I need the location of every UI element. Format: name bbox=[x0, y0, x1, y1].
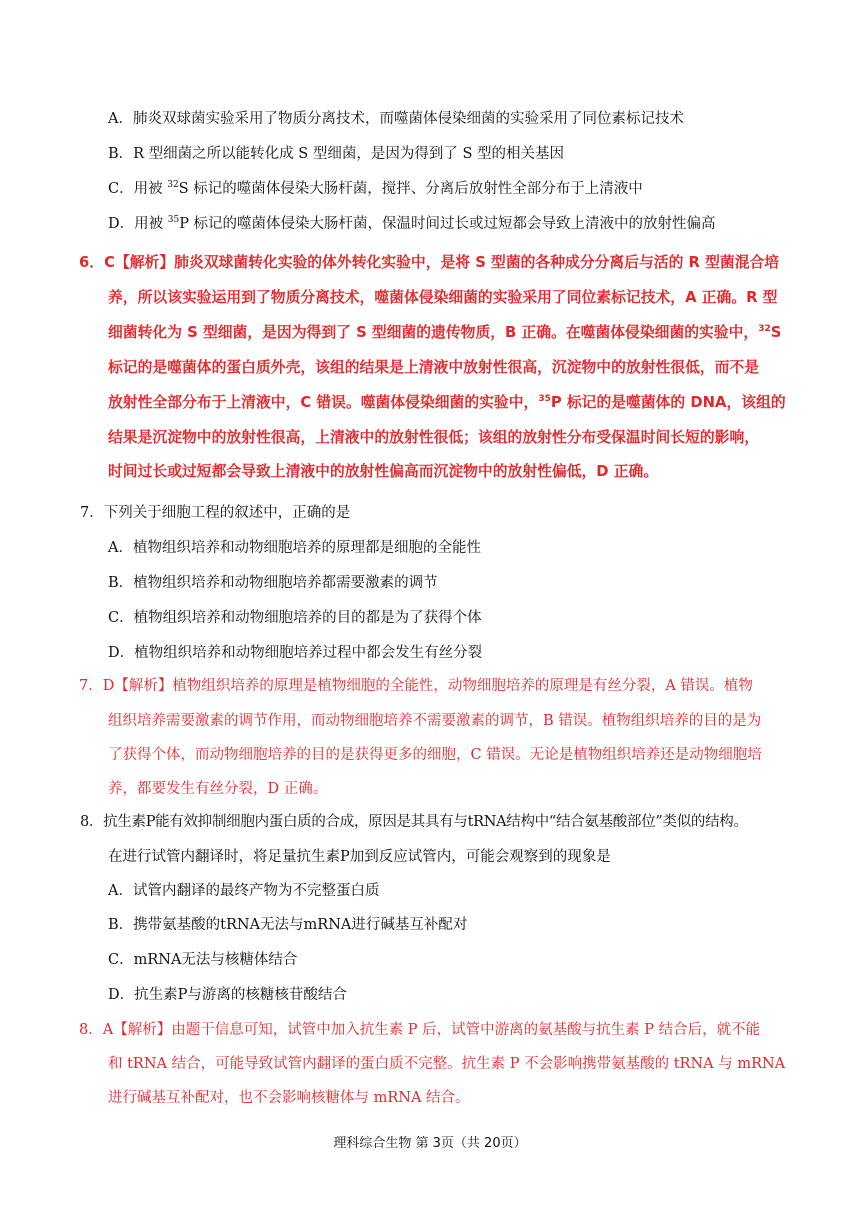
q7-option-c: C．植物组织培养和动物细胞培养的目的都是为了获得个体 bbox=[108, 610, 482, 626]
page-footer: 理科综合生物 第 3页（共 20页） bbox=[333, 1136, 527, 1151]
q7-stem: 7．下列关于细胞工程的叙述中，正确的是 bbox=[80, 505, 351, 521]
answer-8-line: 进行碱基互补配对，也不会影响核糖体与 mRNA 结合。 bbox=[108, 1090, 470, 1106]
answer-6-line: 细菌转化为 S 型细菌，是因为得到了 S 型细菌的遗传物质，B 正确。在噬菌体侵染细菌的实验中，$^{32}$S bbox=[108, 324, 782, 341]
q7-option-a: A．植物组织培养和动物细胞培养的原理都是细胞的全能性 bbox=[108, 540, 481, 556]
q5-option-c: C．用被 $^{32}$S 标记的噬菌体侵染大肠杆菌，搅拌、分离后放射性全部分布于上清液中 bbox=[108, 180, 643, 197]
q5-option-d: D．用被 $^{35}$P 标记的噬菌体侵染大肠杆菌，保温时间过长或过短都会导致上清液中的放射性偏高 bbox=[108, 215, 716, 232]
q5-option-a: A．肺炎双球菌实验采用了物质分离技术，而噬菌体侵染细菌的实验采用了同位素标记技术 bbox=[108, 111, 684, 127]
q7-option-d: D．植物组织培养和动物细胞培养过程中都会发生有丝分裂 bbox=[108, 645, 483, 661]
answer-8-line: 8．A【解析】由题干信息可知，试管中加入抗生素 P 后，试管中游离的氨基酸与抗生素 P 结合后，就不能 bbox=[79, 1022, 761, 1038]
q8-option-b: B．携带氨基酸的tRNA无法与mRNA进行碱基互补配对 bbox=[108, 917, 468, 933]
answer-6-line: 6．C【解析】肺炎双球菌转化实验的体外转化实验中，是将 S 型菌的各种成分分离后与活的 R 型菌混合培 bbox=[79, 254, 780, 271]
q8-option-d: D．抗生素P与游离的核糖核苷酸结合 bbox=[108, 987, 347, 1003]
q8-stem-continued: 在进行试管内翻译时，将足量抗生素P加到反应试管内，可能会观察到的现象是 bbox=[108, 849, 611, 865]
q8-stem: 8．抗生素P能有效抑制细胞内蛋白质的合成，原因是其具有与tRNA结构中“结合氨基酸部位”类似的结构。 bbox=[80, 814, 748, 830]
q5-option-b: B．R 型细菌之所以能转化成 S 型细菌，是因为得到了 S 型的相关基因 bbox=[108, 146, 564, 162]
answer-6-line: 养，所以该实验运用到了物质分离技术，噬菌体侵染细菌的实验采用了同位素标记技术，A 正确。R 型 bbox=[108, 289, 778, 306]
q8-option-a: A．试管内翻译的最终产物为不完整蛋白质 bbox=[108, 883, 380, 899]
q7-option-b: B．植物组织培养和动物细胞培养都需要激素的调节 bbox=[108, 575, 438, 591]
answer-6-line: 结果是沉淀物中的放射性很高，上清液中的放射性很低；该组的放射性分布受保温时间长短的影响， bbox=[108, 429, 760, 446]
answer-7-line: 了获得个体，而动物细胞培养的目的是获得更多的细胞，C 错误。无论是植物组织培养还是动物细胞培 bbox=[108, 747, 762, 763]
answer-7-line: 7．D【解析】植物组织培养的原理是植物细胞的全能性，动物细胞培养的原理是有丝分裂，A 错误。植物 bbox=[79, 678, 753, 694]
answer-7-line: 组织培养需要激素的调节作用，而动物细胞培养不需要激素的调节，B 错误。植物组织培养的目的是为 bbox=[108, 713, 762, 729]
q8-option-c: C．mRNA无法与核糖体结合 bbox=[108, 952, 298, 968]
answer-7-line: 养，都要发生有丝分裂，D 正确。 bbox=[108, 781, 328, 797]
answer-6-line: 时间过长或过短都会导致上清液中的放射性偏高而沉淀物中的放射性偏低，D 正确。 bbox=[108, 463, 659, 480]
answer-6-line: 标记的是噬菌体的蛋白质外壳，该组的结果是上清液中放射性很高，沉淀物中的放射性很低，而不是 bbox=[108, 359, 760, 376]
answer-8-line: 和 tRNA 结合，可能导致试管内翻译的蛋白质不完整。抗生素 P 不会影响携带氨基酸的 tRNA 与 mRNA bbox=[108, 1056, 786, 1072]
answer-6-line: 放射性全部分布于上清液中，C 错误。噬菌体侵染细菌的实验中，$^{35}$P 标记的是噬菌体的 DNA，该组的 bbox=[108, 394, 786, 411]
